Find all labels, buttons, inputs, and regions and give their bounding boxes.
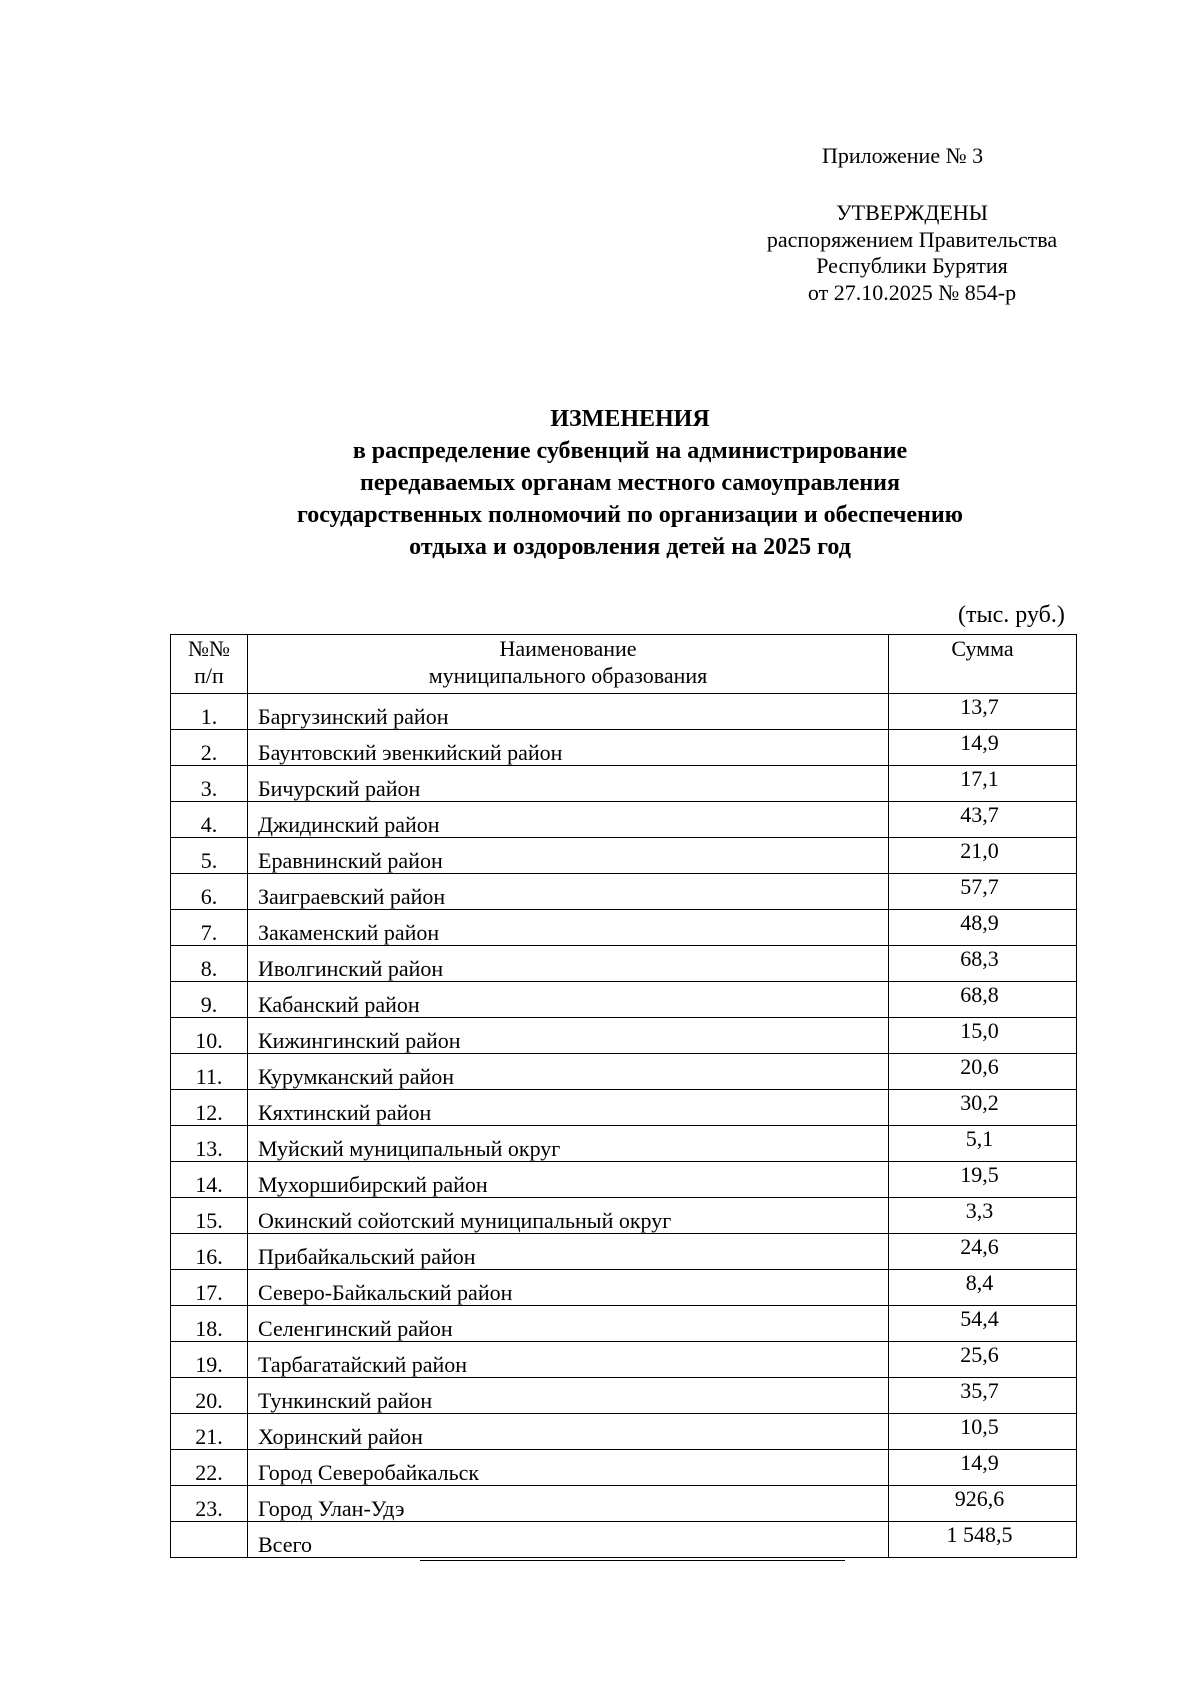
title-line: передаваемых органам местного самоуправления (360, 470, 900, 496)
header-name (248, 635, 889, 694)
table-row (171, 694, 1077, 730)
row-number: 12. (171, 1090, 248, 1126)
subvention-amount: 68,3 (889, 946, 1077, 982)
approval-line: УТВЕРЖДЕНЫ (836, 200, 988, 225)
subvention-amount: 5,1 (889, 1126, 1077, 1162)
row-number: 11. (171, 1054, 248, 1090)
municipality-name: Заиграевский район (248, 874, 889, 910)
table-row (171, 1378, 1077, 1414)
total-number (171, 1522, 248, 1558)
municipality-name: Окинский сойотский муниципальный округ (248, 1198, 889, 1234)
approval-stamp (742, 200, 1082, 306)
table-row (171, 910, 1077, 946)
header-sum: Сумма (889, 635, 1077, 694)
header-name-line: муниципального образования (428, 663, 708, 688)
header-num-line: №№ (188, 636, 230, 661)
subvention-amount: 35,7 (889, 1378, 1077, 1414)
municipality-name: Прибайкальский район (248, 1234, 889, 1270)
subvention-amount: 8,4 (889, 1270, 1077, 1306)
municipality-name: Северо-Байкальский район (248, 1270, 889, 1306)
table-row (171, 1198, 1077, 1234)
table-row (171, 982, 1077, 1018)
total-amount: 1 548,5 (889, 1522, 1077, 1558)
subvention-amount: 10,5 (889, 1414, 1077, 1450)
header-num (171, 635, 248, 694)
municipality-name: Еравнинский район (248, 838, 889, 874)
row-number: 7. (171, 910, 248, 946)
approval-line: Республики Бурятия (816, 253, 1008, 278)
subvention-amount: 14,9 (889, 730, 1077, 766)
municipality-name: Кижингинский район (248, 1018, 889, 1054)
table-header-row (171, 635, 1077, 694)
municipality-name: Кабанский район (248, 982, 889, 1018)
header-name-line: Наименование (499, 636, 637, 661)
municipality-name: Хоринский район (248, 1414, 889, 1450)
approval-line: от 27.10.2025 № 854-р (807, 279, 1017, 305)
subvention-amount: 17,1 (889, 766, 1077, 802)
table-row (171, 874, 1077, 910)
subvention-amount: 57,7 (889, 874, 1077, 910)
table-row (171, 1054, 1077, 1090)
row-number: 19. (171, 1342, 248, 1378)
row-number: 13. (171, 1126, 248, 1162)
table-row (171, 1162, 1077, 1198)
appendix-label: Приложение № 3 (822, 143, 984, 168)
table-row (171, 1270, 1077, 1306)
subvention-amount: 54,4 (889, 1306, 1077, 1342)
subvention-amount: 926,6 (889, 1486, 1077, 1522)
municipality-name: Тункинский район (248, 1378, 889, 1414)
row-number: 10. (171, 1018, 248, 1054)
municipality-name: Кяхтинский район (248, 1090, 889, 1126)
row-number: 17. (171, 1270, 248, 1306)
municipality-name: Город Улан-Удэ (248, 1486, 889, 1522)
row-number: 21. (171, 1414, 248, 1450)
table-row (171, 1414, 1077, 1450)
subvention-amount: 21,0 (889, 838, 1077, 874)
row-number: 23. (171, 1486, 248, 1522)
municipality-name: Муйский муниципальный округ (248, 1126, 889, 1162)
row-number: 18. (171, 1306, 248, 1342)
subvention-amount: 30,2 (889, 1090, 1077, 1126)
table-row (171, 946, 1077, 982)
row-number: 8. (171, 946, 248, 982)
row-number: 22. (171, 1450, 248, 1486)
row-number: 15. (171, 1198, 248, 1234)
subvention-amount: 24,6 (889, 1234, 1077, 1270)
table-row (171, 730, 1077, 766)
municipality-name: Джидинский район (248, 802, 889, 838)
municipality-name: Закаменский район (248, 910, 889, 946)
table-row (171, 1018, 1077, 1054)
title-line: отдыха и оздоровления детей на 2025 год (409, 534, 851, 560)
distribution-table (170, 634, 1077, 1558)
municipality-name: Селенгинский район (248, 1306, 889, 1342)
row-number: 14. (171, 1162, 248, 1198)
municipality-name: Баунтовский эвенкийский район (248, 730, 889, 766)
title-line: в распределение субвенций на администрирование (352, 438, 908, 464)
subvention-amount: 48,9 (889, 910, 1077, 946)
subvention-amount: 20,6 (889, 1054, 1077, 1090)
document-title (170, 403, 1090, 563)
approval-line: распоряжением Правительства (766, 226, 1058, 252)
table-row (171, 1306, 1077, 1342)
end-divider (420, 1560, 845, 1561)
table-row (171, 802, 1077, 838)
table-row (171, 1234, 1077, 1270)
row-number: 5. (171, 838, 248, 874)
row-number: 1. (171, 694, 248, 730)
municipality-name: Тарбагатайский район (248, 1342, 889, 1378)
municipality-name: Курумканский район (248, 1054, 889, 1090)
total-row (171, 1522, 1077, 1558)
row-number: 4. (171, 802, 248, 838)
table-row (171, 1342, 1077, 1378)
municipality-name: Бичурский район (248, 766, 889, 802)
units-label: (тыс. руб.) (958, 602, 1065, 628)
subvention-amount: 19,5 (889, 1162, 1077, 1198)
subvention-amount: 14,9 (889, 1450, 1077, 1486)
table-row (171, 1450, 1077, 1486)
subvention-amount: 15,0 (889, 1018, 1077, 1054)
row-number: 16. (171, 1234, 248, 1270)
title-line: государственных полномочий по организации и обеспечению (296, 502, 964, 528)
subvention-amount: 68,8 (889, 982, 1077, 1018)
row-number: 6. (171, 874, 248, 910)
row-number: 9. (171, 982, 248, 1018)
table-row (171, 766, 1077, 802)
subvention-amount: 3,3 (889, 1198, 1077, 1234)
title-heading: ИЗМЕНЕНИЯ (550, 406, 710, 432)
municipality-name: Иволгинский район (248, 946, 889, 982)
municipality-name: Город Северобайкальск (248, 1450, 889, 1486)
subvention-amount: 13,7 (889, 694, 1077, 730)
subvention-amount: 25,6 (889, 1342, 1077, 1378)
table-row (171, 1486, 1077, 1522)
table-row (171, 838, 1077, 874)
table-row (171, 1126, 1077, 1162)
total-label: Всего (248, 1522, 889, 1558)
subvention-amount: 43,7 (889, 802, 1077, 838)
row-number: 3. (171, 766, 248, 802)
table-row (171, 1090, 1077, 1126)
row-number: 20. (171, 1378, 248, 1414)
row-number: 2. (171, 730, 248, 766)
municipality-name: Мухоршибирский район (248, 1162, 889, 1198)
header-num-line: п/п (194, 663, 224, 688)
municipality-name: Баргузинский район (248, 694, 889, 730)
